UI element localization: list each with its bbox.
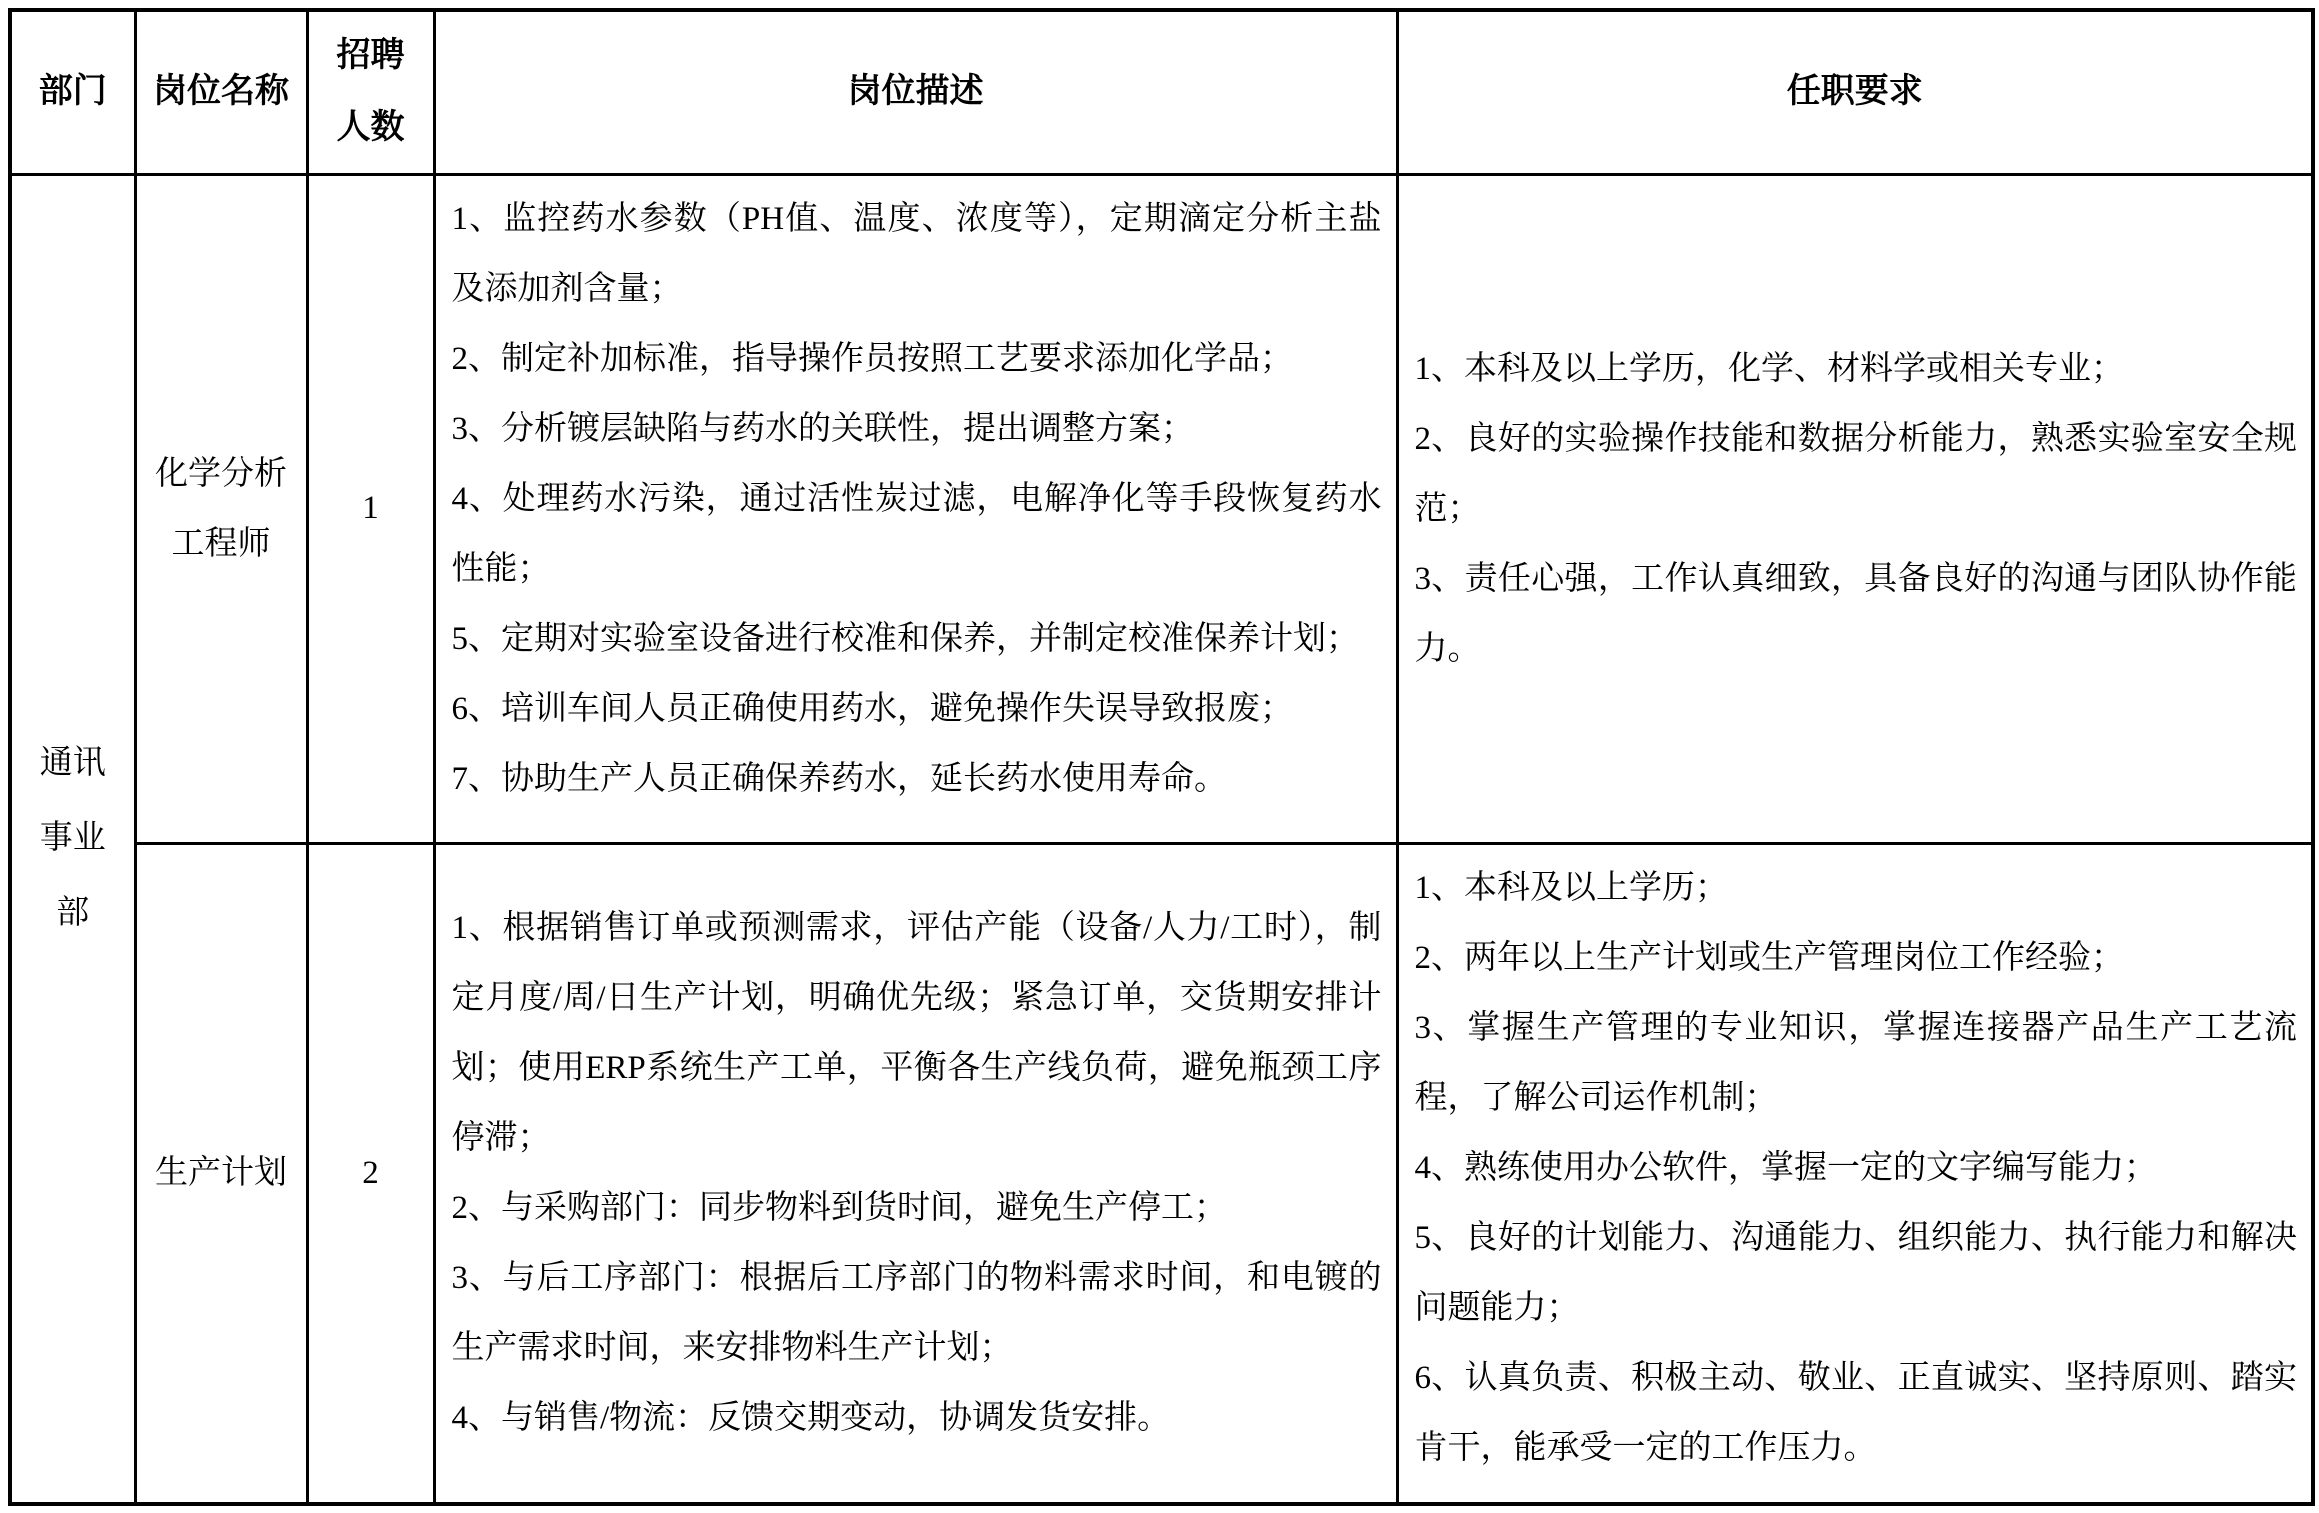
description-item: 2、制定补加标准，指导操作员按照工艺要求添加化学品； bbox=[451, 340, 1293, 377]
header-department: 部门 bbox=[10, 10, 135, 174]
position-line: 生产计划 bbox=[155, 1155, 287, 1192]
position-cell bbox=[135, 174, 307, 843]
description-item: 3、分析镀层缺陷与药水的关联性，提出调整方案； bbox=[451, 410, 1194, 447]
description-item: 1、根据销售订单或预测需求，评估产能（设备/人力/工时），制定月度/周/日生产计划，明确优先级；紧急订单，交货期安排计划；使用ERP系统生产工单，平衡各生产线负荷，避免瓶颈工序停滞； bbox=[451, 910, 1382, 1157]
requirement-item: 2、良好的实验操作技能和数据分析能力，熟悉实验室安全规范； bbox=[1414, 420, 2297, 527]
description-item: 1、监控药水参数（PH值、温度、浓度等），定期滴定分析主盐及添加剂含量； bbox=[451, 200, 1382, 307]
header-position: 岗位名称 bbox=[135, 10, 307, 174]
requirements-cell bbox=[1397, 843, 2313, 1504]
table-row-production-planning bbox=[10, 843, 2313, 1504]
position-line: 化学分析 bbox=[155, 455, 287, 492]
requirement-item: 2、两年以上生产计划或生产管理岗位工作经验； bbox=[1414, 939, 2124, 976]
header-row bbox=[10, 10, 2313, 174]
header-headcount-line2: 人数 bbox=[336, 109, 405, 147]
headcount-cell: 1 bbox=[307, 174, 434, 843]
position-cell bbox=[135, 843, 307, 1504]
position-line: 工程师 bbox=[171, 525, 271, 562]
requirement-item: 3、掌握生产管理的专业知识，掌握连接器产品生产工艺流程，了解公司运作机制； bbox=[1414, 1009, 2297, 1116]
requirement-item: 1、本科及以上学历，化学、材料学或相关专业； bbox=[1414, 350, 2124, 387]
department-cell bbox=[10, 174, 135, 1504]
header-requirements: 任职要求 bbox=[1397, 10, 2313, 174]
department-line: 通讯 bbox=[39, 745, 106, 782]
header-description: 岗位描述 bbox=[434, 10, 1397, 174]
recruitment-table bbox=[8, 8, 2315, 1506]
description-item: 6、培训车间人员正确使用药水，避免操作失误导致报废； bbox=[451, 690, 1293, 727]
description-cell bbox=[434, 174, 1397, 843]
description-item: 7、协助生产人员正确保养药水，延长药水使用寿命。 bbox=[451, 760, 1227, 797]
department-line: 部 bbox=[56, 895, 90, 932]
requirement-item: 4、熟练使用办公软件，掌握一定的文字编写能力； bbox=[1414, 1149, 2157, 1186]
description-item: 4、处理药水污染，通过活性炭过滤，电解净化等手段恢复药水性能； bbox=[451, 480, 1382, 587]
table-row-chemical-analysis-engineer bbox=[10, 174, 2313, 843]
description-item: 2、与采购部门：同步物料到货时间，避免生产停工； bbox=[451, 1190, 1227, 1227]
description-item: 4、与销售/物流：反馈交期变动，协调发货安排。 bbox=[451, 1400, 1171, 1437]
header-headcount bbox=[307, 10, 434, 174]
description-cell bbox=[434, 843, 1397, 1504]
requirement-item: 1、本科及以上学历； bbox=[1414, 869, 1728, 906]
department-line: 事业 bbox=[39, 820, 106, 857]
description-item: 5、定期对实验室设备进行校准和保养，并制定校准保养计划； bbox=[451, 620, 1359, 657]
requirement-item: 5、良好的计划能力、沟通能力、组织能力、执行能力和解决问题能力； bbox=[1414, 1219, 2297, 1326]
header-headcount-line1: 招聘 bbox=[336, 37, 405, 75]
requirement-item: 3、责任心强，工作认真细致，具备良好的沟通与团队协作能力。 bbox=[1414, 560, 2297, 667]
headcount-cell: 2 bbox=[307, 843, 434, 1504]
requirement-item: 6、认真负责、积极主动、敬业、正直诚实、坚持原则、踏实肯干，能承受一定的工作压力。 bbox=[1414, 1359, 2297, 1466]
requirements-cell bbox=[1397, 174, 2313, 843]
description-item: 3、与后工序部门：根据后工序部门的物料需求时间，和电镀的生产需求时间，来安排物料生产计划； bbox=[451, 1260, 1382, 1367]
